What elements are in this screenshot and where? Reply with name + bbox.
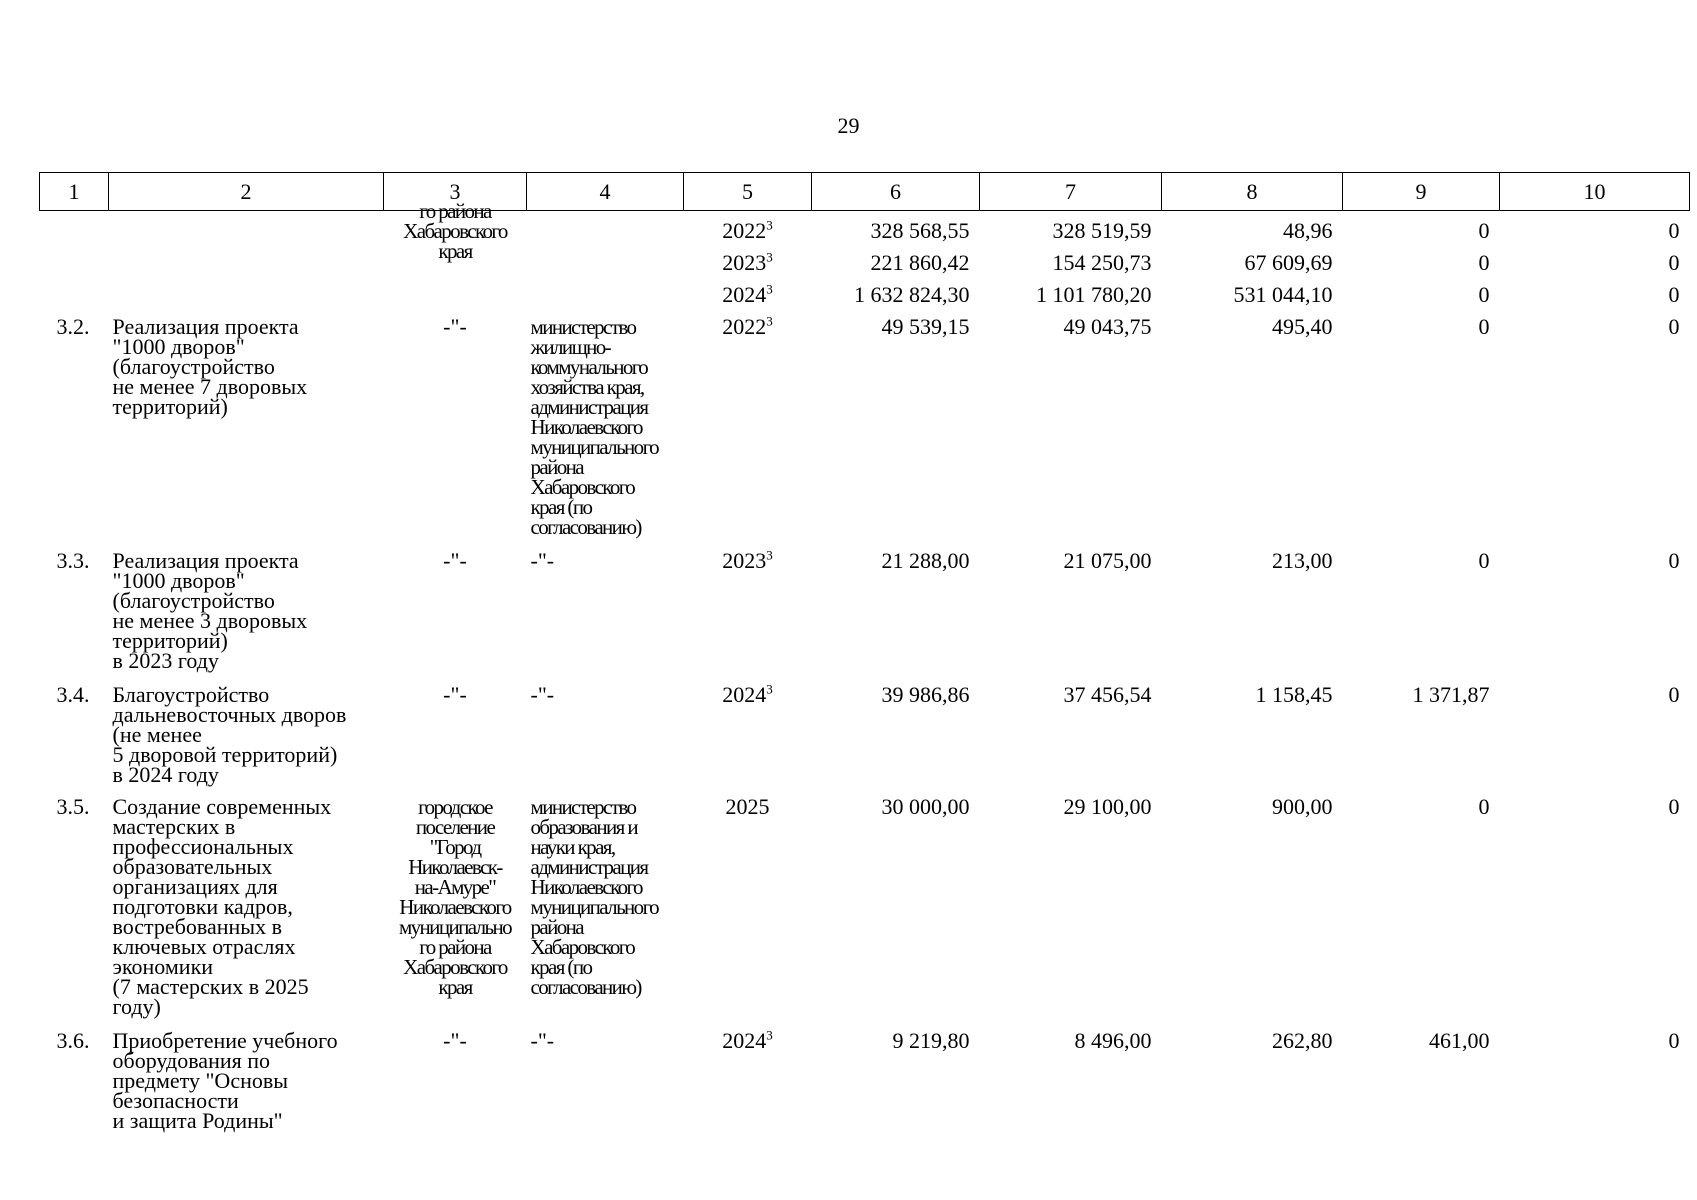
header-col-4: 4 [527,173,684,211]
row-name [109,275,384,307]
row-total: 21 288,00 [881,547,970,573]
row-year: 2025 [725,793,770,819]
row-index: 3.3. [56,547,90,573]
row-index: 3.2. [56,313,90,339]
row-col9: 1 371,87 [1412,681,1490,707]
row-col7: 29 100,00 [1063,793,1152,819]
row-name: Реализация проекта "1000 дворов" (благоустройство не менее 3 дворовых территорий) в 2023 году [112,547,308,673]
row-total: 39 986,86 [881,681,970,707]
table-header [40,173,1690,211]
row-name [109,243,384,275]
row-name: Создание современных мастерских в профессиональных образовательных организациях для подготовки кадров, востребованных в ключевых отраслях экономики (7 мастерских в 2025 году) [112,793,332,1019]
row-col8: 495,40 [1272,313,1333,339]
row-col10: 0 [1668,547,1680,573]
row-col10: 0 [1668,793,1680,819]
row-territory: городское поселение "Город Николаевск- на-Амуре" Николаевского муниципально го района Хабаровского края [398,794,512,999]
row-col7: 49 043,75 [1063,313,1152,339]
row-col10: 0 [1668,1027,1680,1053]
row-col10: 0 [1668,249,1680,275]
row-year: 2024$^3$ [722,1027,773,1053]
row-name [109,211,384,243]
header-col-2: 2 [109,173,384,211]
row-col9: 0 [1478,249,1490,275]
row-year: 2024$^3$ [722,681,773,707]
header-col-5: 5 [684,173,812,211]
row-year: 2022$^3$ [722,217,773,243]
row-col8: 67 609,69 [1244,249,1333,275]
row-col10: 0 [1668,681,1680,707]
row-territory: -"- [443,547,467,573]
row-col10: 0 [1668,218,1680,243]
header-col-8: 8 [1162,173,1343,211]
header-row [40,173,1690,211]
program-table [39,172,1690,1133]
row-executor: -"- [530,1027,555,1053]
row-col7: 8 496,00 [1074,1027,1152,1053]
row-index [40,275,109,307]
row-name: Реализация проекта "1000 дворов" (благоустройство не менее 7 дворовых территорий) [112,313,308,419]
row-col8: 900,00 [1272,793,1333,819]
table-row [40,275,1690,307]
row-col10: 0 [1668,281,1680,307]
row-index: 3.6. [56,1027,90,1053]
row-col9: 0 [1478,281,1490,307]
table-row [40,675,1690,787]
row-col7: 37 456,54 [1063,681,1152,707]
row-name: Приобретение учебного оборудования по предмету "Основы безопасности и защита Родины" [112,1027,338,1133]
row-col8: 531 044,10 [1233,281,1333,307]
header-col-10: 10 [1500,173,1690,211]
row-index [40,243,109,275]
row-col7: 1 101 780,20 [1036,281,1152,307]
row-index: 3.4. [56,681,90,707]
row-year: 2022$^3$ [722,313,773,339]
row-year: 2023$^3$ [722,249,773,275]
row-territory: -"- [443,1027,467,1053]
table-row [40,787,1690,1021]
table-body [40,199,1690,1133]
row-total: 221 860,42 [870,249,970,275]
header-col-7: 7 [980,173,1162,211]
table-row [40,307,1690,541]
row-total: 1 632 824,30 [854,281,970,307]
table-row [40,541,1690,675]
header-col-3: 3 [384,173,527,211]
row-total: 328 568,55 [870,218,970,243]
row-col8: 262,80 [1272,1027,1333,1053]
header-col-6: 6 [812,173,980,211]
table-row [40,243,1690,275]
row-col8: 213,00 [1272,547,1333,573]
row-executor: -"- [530,547,555,573]
row-territory: го района Хабаровского края [403,199,507,263]
row-total: 30 000,00 [881,793,970,819]
row-col9: 0 [1478,313,1490,339]
row-col7: 154 250,73 [1052,249,1152,275]
row-executor: министерство жилищно- коммунального хозяйства края, администрация Николаевского муниципального района Хабаровского края (по согласованию) [530,314,658,539]
row-col8: 48,96 [1283,218,1333,243]
header-col-1: 1 [40,173,109,211]
row-total: 9 219,80 [892,1027,970,1053]
row-territory: -"- [443,681,467,707]
row-col8: 1 158,45 [1255,681,1333,707]
table-row [40,1021,1690,1133]
table-row [40,211,1690,243]
row-total: 49 539,15 [881,313,970,339]
row-col9: 0 [1478,547,1490,573]
row-territory: -"- [443,313,467,339]
row-year: 2023$^3$ [722,547,773,573]
row-year: 2024$^3$ [722,281,773,307]
row-col9: 0 [1478,218,1490,243]
page-number: 29 [837,113,860,138]
row-col9: 461,00 [1429,1027,1490,1053]
row-col9: 0 [1478,793,1490,819]
row-index: 3.5. [56,793,90,819]
row-executor: министерство образования и науки края, администрация Николаевского муниципального района Хабаровского края (по согласованию) [530,794,658,999]
row-col7: 21 075,00 [1063,547,1152,573]
row-col10: 0 [1668,313,1680,339]
row-index [40,211,109,243]
row-col7: 328 519,59 [1052,218,1152,243]
row-executor [527,211,684,307]
row-name: Благоустройство дальневосточных дворов (не менее 5 дворовой территорий) в 2024 году [112,681,347,787]
row-executor: -"- [530,681,555,707]
header-col-9: 9 [1343,173,1500,211]
